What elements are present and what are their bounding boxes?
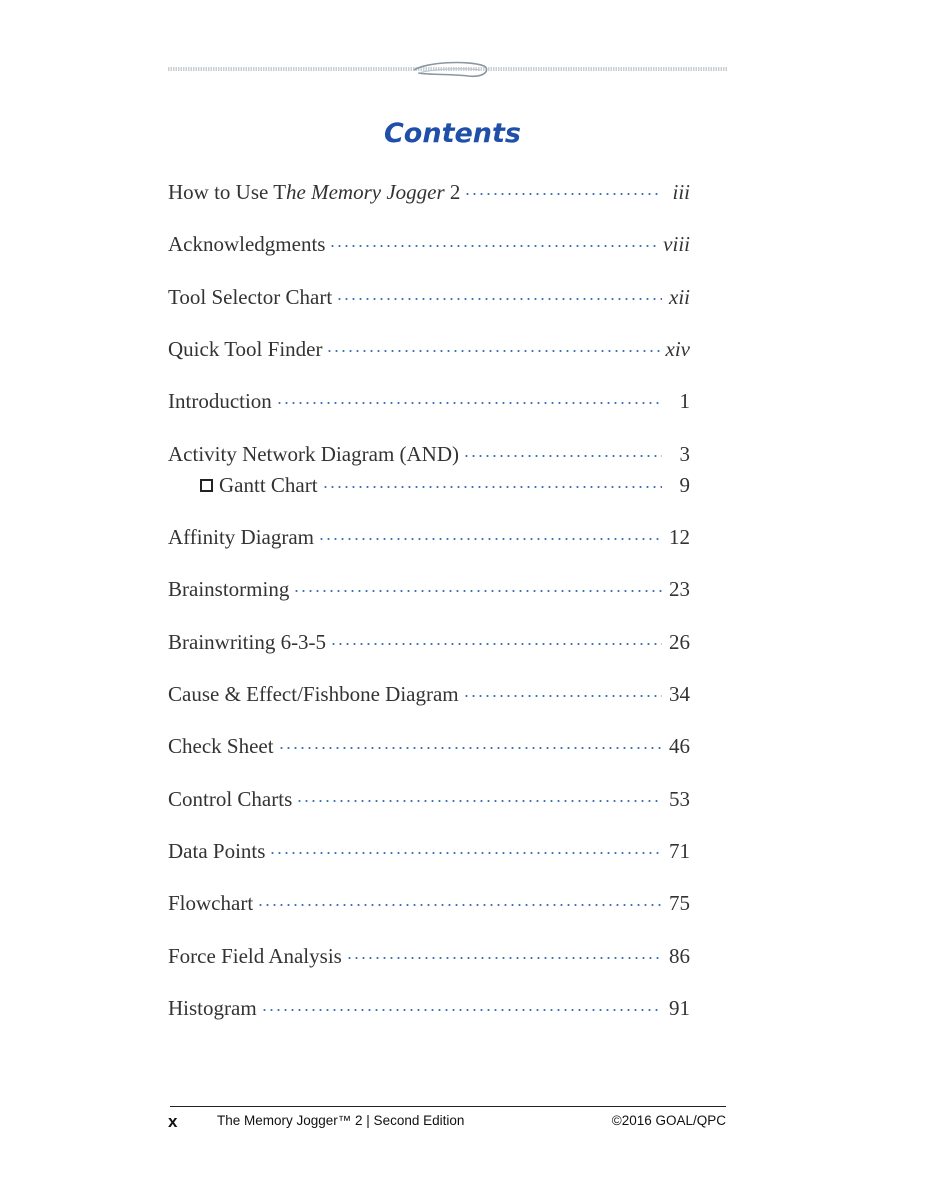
toc-entry-text: Brainwriting 6-3-5 [168,630,327,654]
footer-rule [170,1106,726,1107]
dot-leader [296,799,662,803]
toc-entry[interactable] [168,891,690,919]
dot-leader [278,746,662,750]
dot-leader [464,192,662,196]
toc-page-number: 91 [669,996,690,1020]
toc-entry[interactable] [168,734,690,762]
footer-copyright: ©2016 GOAL/QPC [611,1113,726,1128]
dot-leader [329,244,659,248]
toc-entry-text: Affinity Diagram [168,525,314,549]
toc-entry[interactable] [168,180,690,208]
toc-page-number: xii [669,285,690,309]
dot-leader [257,903,662,907]
dot-leader [261,1008,662,1012]
dot-leader [330,642,662,646]
toc-entry-text: Quick Tool Finder [168,337,323,361]
toc-page-number: 12 [669,525,690,549]
toc-entry-text: Activity Network Diagram (AND) [168,442,460,466]
toc-entry[interactable] [168,337,690,365]
toc-entry-text: Gantt Chart [219,473,318,497]
toc-entry-text: Flowchart [168,891,254,915]
toc-entry[interactable] [168,996,690,1024]
dot-leader [322,485,662,489]
footer-page-number: x [168,1112,178,1131]
toc-entry-title [168,734,274,759]
dot-leader [318,537,662,541]
toc-page-number: 75 [669,891,690,915]
toc-entry[interactable] [168,944,690,972]
toc-entry-title [168,577,289,602]
toc-entry[interactable] [168,577,690,605]
dot-leader [463,454,662,458]
toc-entry-title [168,630,326,655]
toc-entry-title [168,839,265,864]
toc-entry-title [200,473,318,498]
toc-entry-text: Control Charts [168,787,293,811]
toc-entry-text-suffix: 2 [444,180,461,204]
toc-page-number: 53 [669,787,690,811]
page-title: Contents [383,118,521,149]
toc-entry[interactable] [168,389,690,417]
dot-leader [293,589,662,593]
toc-page-number: 71 [669,839,690,863]
toc-page-number: viii [663,232,690,256]
toc-entry-title [168,682,459,707]
toc-entry-title [168,180,460,205]
dot-leader [336,297,662,301]
toc-entry-title [168,285,332,310]
header-ornament [168,56,728,86]
toc-page-number: 86 [669,944,690,968]
toc-entry-text: Introduction [168,389,272,413]
toc-entry[interactable] [168,232,690,260]
dot-leader [276,401,662,405]
toc-page-number: 26 [669,630,690,654]
toc-entry[interactable] [168,525,690,553]
toc-entry-italic-text: he Memory Jogger [286,180,445,204]
toc-entry[interactable] [168,285,690,313]
toc-page-number: 46 [669,734,690,758]
toc-page-number: 9 [679,473,690,497]
toc-entry-title [168,787,292,812]
toc-entry-title [168,996,257,1021]
toc-entry[interactable] [168,839,690,867]
dot-leader [269,851,662,855]
toc-entry-text: Brainstorming [168,577,290,601]
toc-page-number: 3 [679,442,690,466]
toc-entry-title [168,525,314,550]
toc-entry-text: Force Field Analysis [168,944,342,968]
toc-entry-title [168,337,322,362]
toc-entry-title [168,389,272,414]
toc-entry-text: Data Points [168,839,266,863]
toc-entry-text: Cause & Effect/Fishbone Diagram [168,682,459,706]
toc-entry[interactable] [168,787,690,815]
dot-leader [326,349,661,353]
toc-page-number: 34 [669,682,690,706]
toc-entry-text: Acknowledgments [168,232,326,256]
toc-entry-title [168,891,253,916]
toc-entry-title [168,944,342,969]
toc-entry[interactable] [168,442,690,470]
toc-entry-text: Tool Selector Chart [168,285,333,309]
toc-entry-title [168,232,325,257]
toc-entry-text: Check Sheet [168,734,274,758]
toc-entry[interactable] [168,682,690,710]
toc-page-number: xiv [665,337,690,361]
toc-entry[interactable] [200,473,690,501]
dot-leader [463,694,662,698]
toc-entry-text: How to Use T [168,180,287,204]
dot-leader [346,956,662,960]
checkbox-bullet-icon [200,479,213,492]
toc-page-number: 1 [679,389,690,413]
footer-book-title: The Memory Jogger™ 2 | Second Edition [217,1113,465,1128]
toc-entry-title [168,442,459,467]
toc-entry[interactable] [168,630,690,658]
toc-page-number: iii [672,180,690,204]
toc-entry-text: Histogram [168,996,257,1020]
toc-page-number: 23 [669,577,690,601]
